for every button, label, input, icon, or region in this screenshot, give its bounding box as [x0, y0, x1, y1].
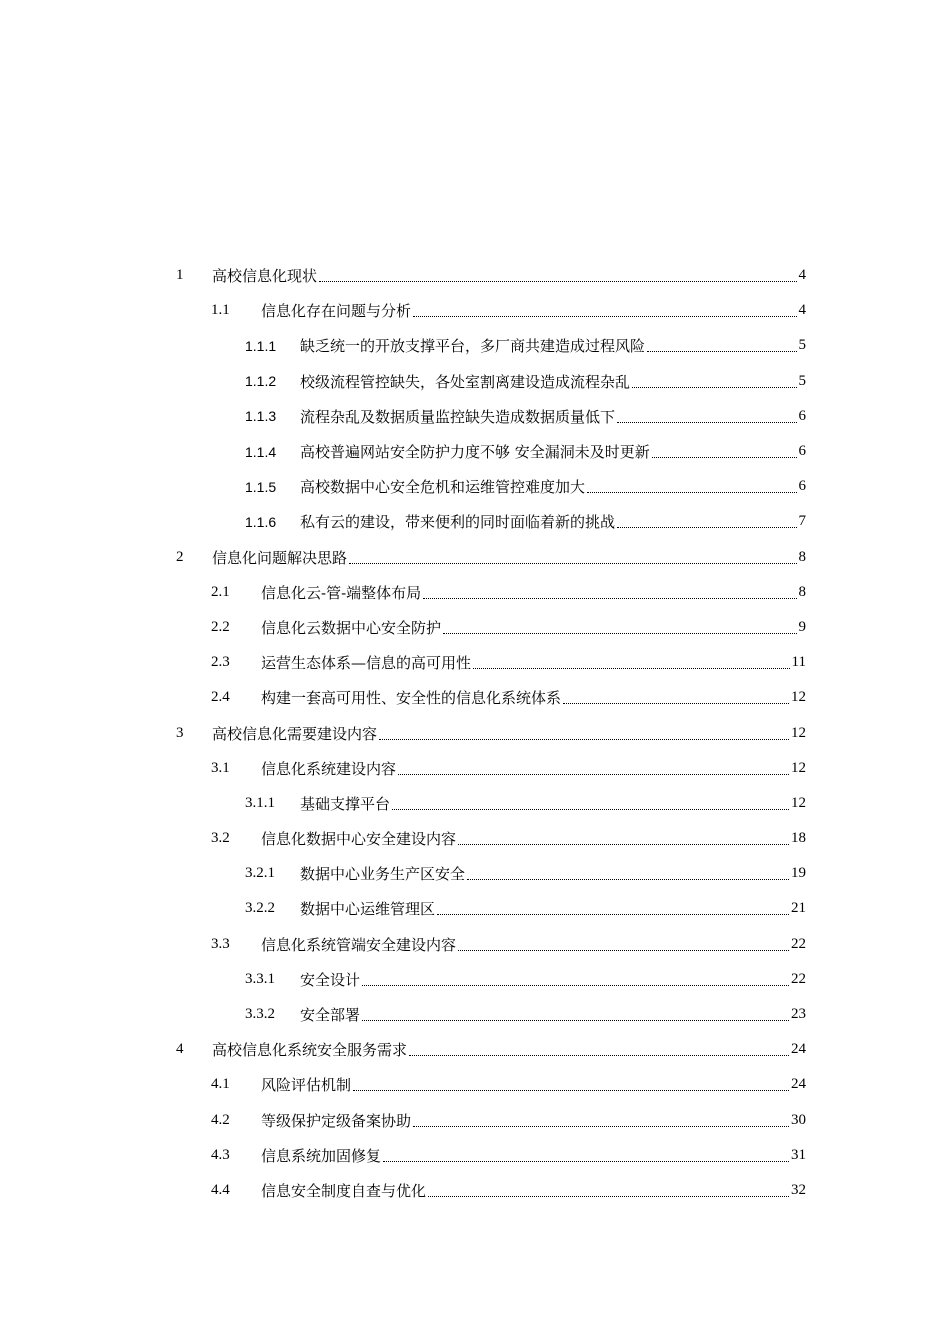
toc-entry[interactable] [0, 856, 950, 891]
toc-entry-page-number: 12 [791, 689, 806, 706]
toc-entry-title: 数据中心业务生产区安全 [300, 865, 466, 884]
toc-dot-leader [349, 563, 796, 564]
toc-entry-page-number: 4 [798, 267, 806, 284]
toc-entry[interactable] [0, 1067, 950, 1102]
toc-dot-leader [413, 1126, 789, 1127]
toc-entry-title: 私有云的建设，带来便利的同时面临着新的挑战 [300, 513, 616, 532]
toc-entry[interactable] [0, 1173, 950, 1208]
toc-entry-title: 信息安全制度自查与优化 [261, 1181, 427, 1200]
toc-entry-title: 信息系统加固修复 [261, 1146, 382, 1165]
toc-dot-leader [437, 914, 789, 915]
toc-entry[interactable] [0, 328, 950, 363]
toc-entry[interactable] [0, 434, 950, 469]
toc-dot-leader [458, 950, 789, 951]
toc-entry-title: 等级保护定级备案协助 [261, 1111, 412, 1130]
toc-entry-number: 3.2.1 [245, 865, 275, 882]
toc-entry[interactable] [0, 575, 950, 610]
toc-entry[interactable] [0, 645, 950, 680]
toc-entry-page-number: 19 [791, 865, 806, 882]
toc-entry[interactable] [0, 997, 950, 1032]
toc-entry-number: 1.1.6 [245, 513, 277, 530]
toc-entry-page-number: 12 [791, 724, 806, 741]
toc-entry-title: 高校普遍网站安全防护力度不够 安全漏洞未及时更新 [300, 443, 650, 462]
toc-entry-page-number: 31 [791, 1146, 806, 1163]
toc-entry-title: 信息化数据中心安全建设内容 [261, 830, 457, 849]
toc-entry[interactable] [0, 680, 950, 715]
toc-entry[interactable] [0, 399, 950, 434]
toc-entry-page-number: 18 [791, 830, 806, 847]
toc-entry-number: 1.1.5 [245, 478, 277, 495]
toc-entry-title: 安全部署 [300, 1006, 361, 1025]
toc-dot-leader [428, 1196, 789, 1197]
toc-entry-page-number: 12 [791, 759, 806, 776]
toc-entry-number: 3.3.2 [245, 1006, 275, 1023]
toc-entry-page-number: 9 [798, 618, 806, 635]
toc-dot-leader [392, 809, 789, 810]
toc-entry[interactable] [0, 1032, 950, 1067]
toc-entry-page-number: 6 [798, 478, 806, 495]
toc-entry[interactable] [0, 715, 950, 750]
toc-entry[interactable] [0, 927, 950, 962]
toc-dot-leader [319, 281, 796, 282]
toc-entry[interactable] [0, 258, 950, 293]
toc-entry-page-number: 21 [791, 900, 806, 917]
toc-dot-leader [563, 703, 789, 704]
toc-entry-title: 构建一套高可用性、安全性的信息化系统体系 [261, 689, 562, 708]
toc-entry-number: 4 [176, 1041, 184, 1058]
toc-dot-leader [467, 879, 789, 880]
toc-entry-title: 高校信息化现状 [212, 267, 318, 286]
toc-entry-title: 数据中心运维管理区 [300, 900, 436, 919]
toc-entry-title: 信息化问题解决思路 [212, 548, 348, 567]
toc-entry-number: 3.2.2 [245, 900, 275, 917]
toc-entry[interactable] [0, 469, 950, 504]
toc-entry-number: 4.4 [211, 1181, 230, 1198]
toc-entry-number: 1 [176, 267, 184, 284]
toc-entry-number: 3.3.1 [245, 970, 275, 987]
toc-dot-leader [458, 844, 789, 845]
toc-entry-page-number: 23 [791, 1006, 806, 1023]
toc-dot-leader [379, 739, 789, 740]
toc-entry[interactable] [0, 610, 950, 645]
toc-dot-leader [398, 774, 789, 775]
toc-dot-leader [617, 422, 796, 423]
toc-dot-leader [423, 598, 796, 599]
toc-entry[interactable] [0, 1103, 950, 1138]
toc-entry-title: 基础支撑平台 [300, 794, 391, 813]
toc-entry-page-number: 24 [791, 1076, 806, 1093]
toc-entry-title: 风险评估机制 [261, 1076, 352, 1095]
toc-entry-page-number: 22 [791, 970, 806, 987]
toc-entry-number: 2.1 [211, 583, 230, 600]
toc-entry[interactable] [0, 751, 950, 786]
toc-entry[interactable] [0, 821, 950, 856]
toc-dot-leader [647, 351, 796, 352]
toc-entry-number: 4.2 [211, 1111, 230, 1128]
toc-entry-number: 3 [176, 724, 184, 741]
toc-dot-leader [413, 316, 796, 317]
toc-dot-leader [362, 1020, 789, 1021]
toc-entry-page-number: 5 [798, 337, 806, 354]
toc-entry-page-number: 8 [798, 548, 806, 565]
toc-entry[interactable] [0, 786, 950, 821]
toc-entry-number: 2 [176, 548, 184, 565]
toc-entry-title: 信息化云数据中心安全防护 [261, 618, 442, 637]
toc-entry-page-number: 12 [791, 794, 806, 811]
toc-entry-page-number: 24 [791, 1041, 806, 1058]
toc-entry-number: 1.1.1 [245, 337, 277, 354]
toc-entry[interactable] [0, 364, 950, 399]
toc-entry-title: 信息化系统建设内容 [261, 759, 397, 778]
toc-dot-leader [353, 1090, 789, 1091]
toc-entry-page-number: 6 [798, 407, 806, 424]
toc-entry[interactable] [0, 504, 950, 539]
toc-entry[interactable] [0, 891, 950, 926]
toc-entry-number: 1.1.4 [245, 443, 277, 460]
toc-entry-page-number: 11 [791, 654, 806, 671]
toc-entry-number: 4.1 [211, 1076, 230, 1093]
toc-entry-title: 校级流程管控缺失，各处室割离建设造成流程杂乱 [300, 372, 631, 391]
toc-entry[interactable] [0, 962, 950, 997]
toc-entry-page-number: 32 [791, 1181, 806, 1198]
toc-entry-number: 2.3 [211, 654, 230, 671]
toc-dot-leader [632, 387, 796, 388]
toc-entry-page-number: 22 [791, 935, 806, 952]
toc-entry-page-number: 8 [798, 583, 806, 600]
toc-entry-title: 高校信息化需要建设内容 [212, 724, 378, 743]
toc-entry-number: 1.1.3 [245, 408, 277, 425]
toc-entry-title: 高校信息化系统安全服务需求 [212, 1041, 408, 1060]
toc-entry[interactable] [0, 540, 950, 575]
toc-entry-page-number: 30 [791, 1111, 806, 1128]
toc-entry-page-number: 7 [798, 513, 806, 530]
toc-entry-number: 2.2 [211, 618, 230, 635]
toc-dot-leader [473, 668, 790, 669]
toc-dot-leader [617, 527, 796, 528]
toc-entry-number: 3.1.1 [245, 794, 275, 811]
toc-entry-title: 高校数据中心安全危机和运维管控难度加大 [300, 478, 586, 497]
toc-dot-leader [383, 1161, 789, 1162]
toc-entry-page-number: 4 [798, 302, 806, 319]
toc-entry-page-number: 5 [798, 372, 806, 389]
toc-dot-leader [362, 985, 789, 986]
toc-dot-leader [652, 457, 797, 458]
toc-entry[interactable] [0, 293, 950, 328]
toc-dot-leader [587, 492, 796, 493]
toc-entry-number: 4.3 [211, 1146, 230, 1163]
table-of-contents [0, 258, 950, 1208]
toc-entry-title: 安全设计 [300, 970, 361, 989]
toc-dot-leader [443, 633, 796, 634]
toc-entry-number: 2.4 [211, 689, 230, 706]
toc-entry-title: 运营生态体系—信息的高可用性 [261, 654, 472, 673]
toc-entry-title: 信息化存在问题与分析 [261, 302, 412, 321]
toc-entry-number: 1.1.2 [245, 373, 277, 390]
toc-entry-title: 信息化系统管端安全建设内容 [261, 935, 457, 954]
toc-entry[interactable] [0, 1138, 950, 1173]
toc-dot-leader [409, 1055, 789, 1056]
toc-entry-number: 3.2 [211, 830, 230, 847]
toc-entry-title: 流程杂乱及数据质量监控缺失造成数据质量低下 [300, 407, 616, 426]
toc-entry-title: 信息化云-管-端整体布局 [261, 583, 422, 602]
toc-entry-title: 缺乏统一的开放支撑平台，多厂商共建造成过程风险 [300, 337, 646, 356]
toc-entry-page-number: 6 [798, 443, 806, 460]
toc-entry-number: 3.3 [211, 935, 230, 952]
toc-entry-number: 3.1 [211, 759, 230, 776]
toc-entry-number: 1.1 [211, 302, 230, 319]
